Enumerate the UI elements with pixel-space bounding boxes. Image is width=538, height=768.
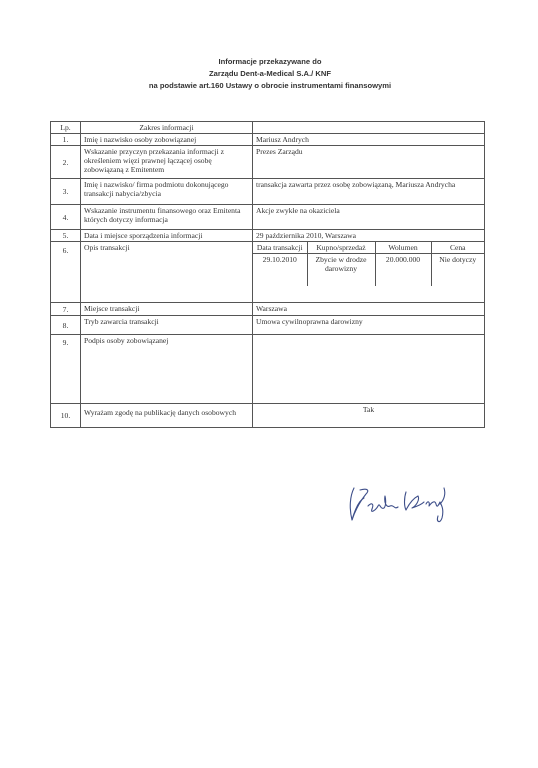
transaction-header-type: Kupno/sprzedaż [307,242,375,254]
row-label: Wskazanie instrumentu finansowego oraz Emitenta których dotyczy informacja [81,205,253,230]
information-table [50,121,485,428]
transaction-date: 29.10.2010 [253,254,307,286]
table-row [51,205,485,230]
table-row [51,230,485,242]
transaction-table [253,242,484,286]
header-empty [253,122,485,134]
heading-line-2: Zarządu Dent-a-Medical S.A./ KNF [209,69,331,78]
row-number: 1. [51,134,81,146]
row-value: Akcje zwykłe na okaziciela [253,205,485,230]
heading-line-1: Informacje przekazywane do [218,57,322,66]
row-number: 4. [51,205,81,230]
row-number: 3. [51,179,81,205]
row-value: Tak [253,404,485,428]
transaction-price: Nie dotyczy [431,254,484,286]
handwritten-signature [340,476,470,536]
transaction-details [253,242,485,303]
table-row [51,316,485,335]
table-row [51,303,485,316]
row-value: Warszawa [253,303,485,316]
row-number: 10. [51,404,81,428]
row-value: 29 października 2010, Warszawa [253,230,485,242]
row-value: Prezes Zarządu [253,146,485,179]
table-row [51,335,485,404]
row-label: Wskazanie przyczyn przekazania informacji z określeniem więzi prawnej łączącej osobę zobowiązaną z Emitentem [81,146,253,179]
transaction-header-price: Cena [431,242,484,254]
row-label: Podpis osoby zobowiązanej [81,335,253,404]
row-number: 5. [51,230,81,242]
row-label: Wyrażam zgodę na publikację danych osobowych [81,404,253,428]
transaction-header-date: Data transakcji [253,242,307,254]
row-value: Mariusz Andrych [253,134,485,146]
row-number: 8. [51,316,81,335]
transaction-header-volume: Wolumen [375,242,431,254]
header-zakres: Zakres informacji [81,122,253,134]
row-label: Data i miejsce sporządzenia informacji [81,230,253,242]
document-heading [60,56,480,92]
row-number: 2. [51,146,81,179]
row-label: Tryb zawarcia transakcji [81,316,253,335]
row-label: Imię i nazwisko/ firma podmiotu dokonującego transakcji nabycia/zbycia [81,179,253,205]
header-lp: Lp. [51,122,81,134]
row-label: Opis transakcji [81,242,253,303]
transaction-type: Zbycie w drodze darowizny [307,254,375,286]
table-header-row [51,122,485,134]
transaction-volume: 20.000.000 [375,254,431,286]
table-row [51,404,485,428]
row-label: Miejsce transakcji [81,303,253,316]
table-row [51,134,485,146]
row-value: Umowa cywilnoprawna darowizny [253,316,485,335]
table-row [51,179,485,205]
row-value: transakcja zawarta przez osobę zobowiązaną, Mariusza Andrycha [253,179,485,205]
heading-line-3: na podstawie art.160 Ustawy o obrocie instrumentami finansowymi [148,81,392,90]
row-number: 9. [51,335,81,404]
row-number: 6. [51,242,81,303]
table-row [51,242,485,303]
transaction-data-row [253,254,484,286]
transaction-header-row [253,242,484,254]
signature-cell [253,335,485,404]
row-label: Imię i nazwisko osoby zobowiązanej [81,134,253,146]
table-row [51,146,485,179]
row-number: 7. [51,303,81,316]
